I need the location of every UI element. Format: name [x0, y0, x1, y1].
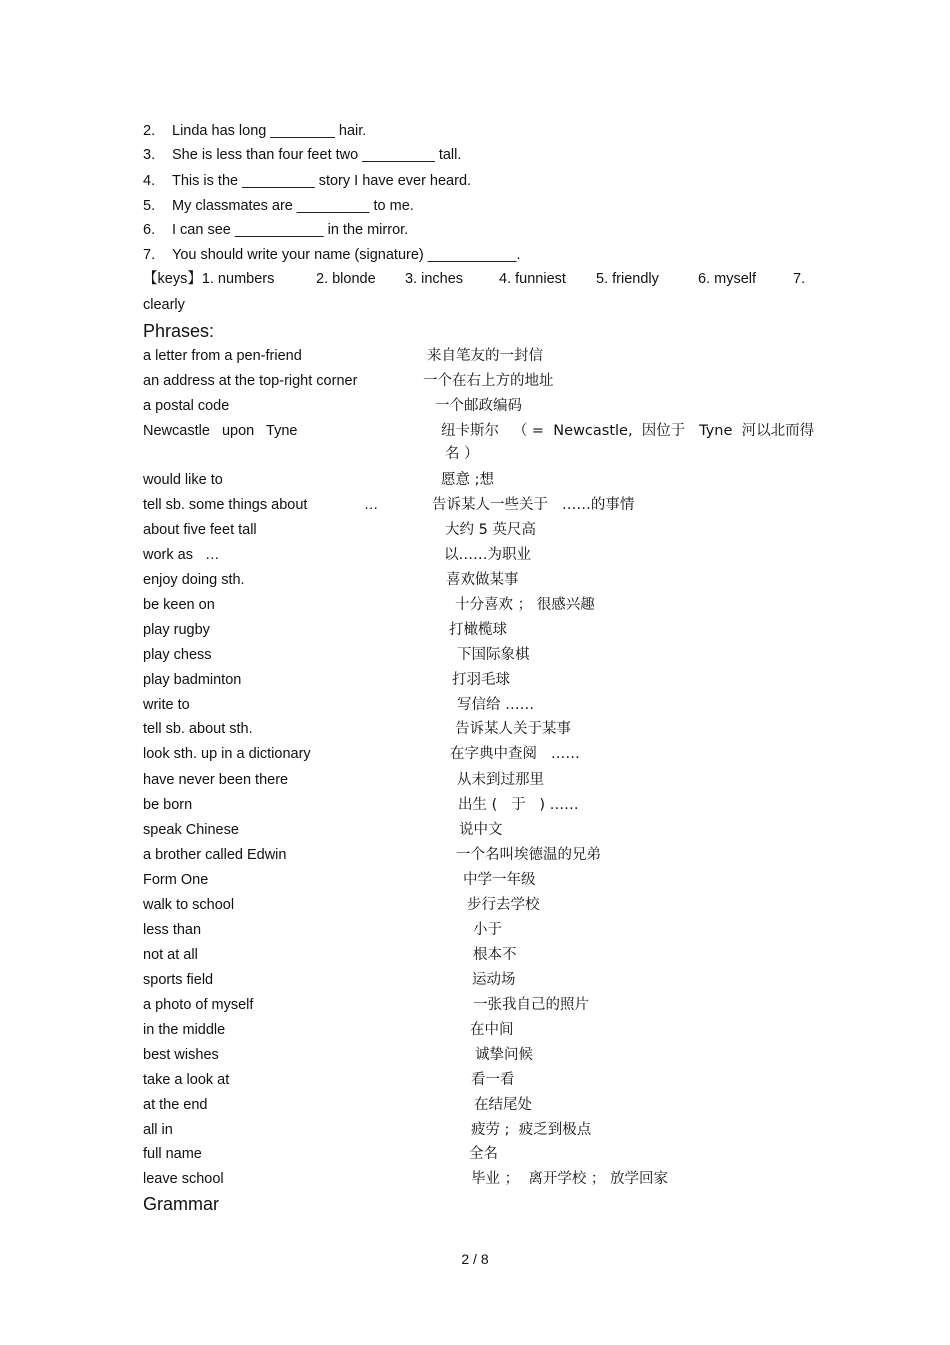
- key-item: 5. friendly: [596, 271, 659, 287]
- phrase-chinese: 在字典中查阅 ……: [450, 746, 580, 762]
- phrase-chinese-continuation: 名 ）: [445, 446, 479, 462]
- phrase-english: play rugby: [143, 622, 210, 638]
- phrase-english: Form One: [143, 872, 209, 888]
- keys-label: 【keys】1. numbers: [143, 271, 275, 287]
- phrase-chinese: 出生 ( 于 ) ……: [458, 797, 579, 813]
- exercise-number: 6.: [143, 222, 156, 238]
- phrase-chinese: 一个在右上方的地址: [423, 373, 554, 389]
- phrase-english: be born: [143, 797, 193, 813]
- phrase-english: would like to: [143, 472, 223, 488]
- keys-continuation: clearly: [143, 297, 185, 313]
- phrase-english: an address at the top-right corner: [143, 373, 358, 389]
- phrase-english: speak Chinese: [143, 822, 239, 838]
- exercise-item: [143, 246, 521, 264]
- phrase-english: a letter from a pen-friend: [143, 348, 302, 364]
- phrase-chinese: 喜欢做某事: [446, 572, 519, 588]
- phrase-chinese: 中学一年级: [463, 872, 536, 888]
- phrase-chinese: 根本不: [473, 947, 517, 963]
- phrase-chinese: 下国际象棋: [457, 647, 530, 663]
- exercise-item: [143, 146, 461, 164]
- exercise-text: My classmates are _________ to me.: [172, 198, 414, 214]
- phrase-chinese: 告诉某人关于某事: [455, 721, 571, 737]
- key-item: 3. inches: [405, 271, 464, 287]
- phrase-chinese: 从未到过那里: [457, 772, 544, 788]
- phrase-english: in the middle: [143, 1022, 226, 1038]
- phrase-chinese: 写信给 ……: [457, 697, 535, 713]
- phrase-chinese: 毕业 ； 离开学校 ； 放学回家: [471, 1171, 669, 1187]
- phrase-english: a postal code: [143, 398, 230, 414]
- phrase-chinese: 疲劳 ; 疲乏到极点: [471, 1122, 592, 1138]
- phrase-chinese: 来自笔友的一封信: [427, 348, 543, 364]
- phrase-english: best wishes: [143, 1047, 219, 1063]
- phrase-chinese: 打羽毛球: [452, 672, 510, 688]
- phrase-english: work as …: [143, 547, 220, 563]
- phrase-chinese: 说中文: [459, 822, 503, 838]
- phrase-english: less than: [143, 922, 202, 938]
- key-item: 7.: [793, 271, 806, 287]
- phrase-english: at the end: [143, 1097, 208, 1113]
- phrase-english: tell sb. some things about …: [143, 497, 379, 513]
- phrase-chinese: 全名: [469, 1146, 498, 1162]
- phrase-english: take a look at: [143, 1072, 230, 1088]
- phrase-english: play badminton: [143, 672, 242, 688]
- phrase-chinese: 诚挚问候: [475, 1047, 533, 1063]
- phrase-english: a photo of myself: [143, 997, 254, 1013]
- phrase-english: all in: [143, 1122, 173, 1138]
- phrase-chinese: 一个名叫埃德温的兄弟: [456, 847, 601, 863]
- phrase-chinese: 看一看: [471, 1072, 515, 1088]
- phrase-chinese: 纽卡斯尔 （ = Newcastle, 因位于 Tyne 河以北而得: [441, 423, 815, 439]
- exercise-item: [143, 122, 366, 140]
- phrase-english: not at all: [143, 947, 198, 963]
- phrase-english: write to: [143, 697, 190, 713]
- phrase-chinese: 以……为职业: [444, 547, 531, 563]
- phrase-english: a brother called Edwin: [143, 847, 287, 863]
- phrase-chinese: 告诉某人一些关于 ……的事情: [432, 497, 635, 513]
- exercise-text: She is less than four feet two _________ tall.: [172, 147, 462, 163]
- phrase-chinese: 愿意 ;想: [441, 472, 494, 488]
- phrase-english: be keen on: [143, 597, 215, 613]
- phrase-chinese: 运动场: [472, 972, 516, 988]
- phrase-english: Newcastle upon Tyne: [143, 423, 298, 439]
- exercise-text: You should write your name (signature) ___________.: [172, 247, 521, 263]
- exercise-text: I can see ___________ in the mirror.: [172, 222, 409, 238]
- exercise-text: This is the _________ story I have ever heard.: [172, 173, 472, 189]
- phrase-chinese: 步行去学校: [467, 897, 540, 913]
- exercise-number: 5.: [143, 198, 156, 214]
- phrase-english: walk to school: [143, 897, 235, 913]
- phrase-english: have never been there: [143, 772, 289, 788]
- phrase-chinese: 一张我自己的照片: [473, 997, 589, 1013]
- phrase-english: full name: [143, 1146, 202, 1162]
- phrase-english: leave school: [143, 1171, 224, 1187]
- exercise-item: [143, 221, 408, 239]
- phrase-english: play chess: [143, 647, 212, 663]
- phrase-english: enjoy doing sth.: [143, 572, 245, 588]
- phrase-chinese: 在结尾处: [474, 1097, 532, 1113]
- exercise-number: 2.: [143, 123, 156, 139]
- phrase-english: tell sb. about sth.: [143, 721, 253, 737]
- exercise-item: [143, 197, 414, 215]
- phrase-chinese: 在中间: [470, 1022, 514, 1038]
- exercise-item: [143, 172, 471, 190]
- phrase-chinese: 大约 5 英尺高: [445, 522, 536, 538]
- key-item: 2. blonde: [316, 271, 376, 287]
- exercise-text: Linda has long ________ hair.: [172, 123, 367, 139]
- exercise-number: 7.: [143, 247, 156, 263]
- phrases-heading: Phrases:: [143, 321, 215, 341]
- exercise-number: 3.: [143, 147, 156, 163]
- key-item: 4. funniest: [499, 271, 566, 287]
- key-item: 6. myself: [698, 271, 757, 287]
- phrase-chinese: 十分喜欢 ； 很感兴趣: [455, 597, 595, 613]
- phrase-english: about five feet tall: [143, 522, 257, 538]
- phrase-chinese: 一个邮政编码: [435, 398, 522, 414]
- phrase-chinese: 打橄榄球: [449, 622, 507, 638]
- grammar-heading: Grammar: [143, 1194, 219, 1214]
- exercise-number: 4.: [143, 173, 156, 189]
- phrase-english: look sth. up in a dictionary: [143, 746, 311, 762]
- phrase-english: sports field: [143, 972, 214, 988]
- phrase-chinese: 小于: [473, 922, 502, 938]
- page-number: 2 / 8: [461, 1251, 489, 1267]
